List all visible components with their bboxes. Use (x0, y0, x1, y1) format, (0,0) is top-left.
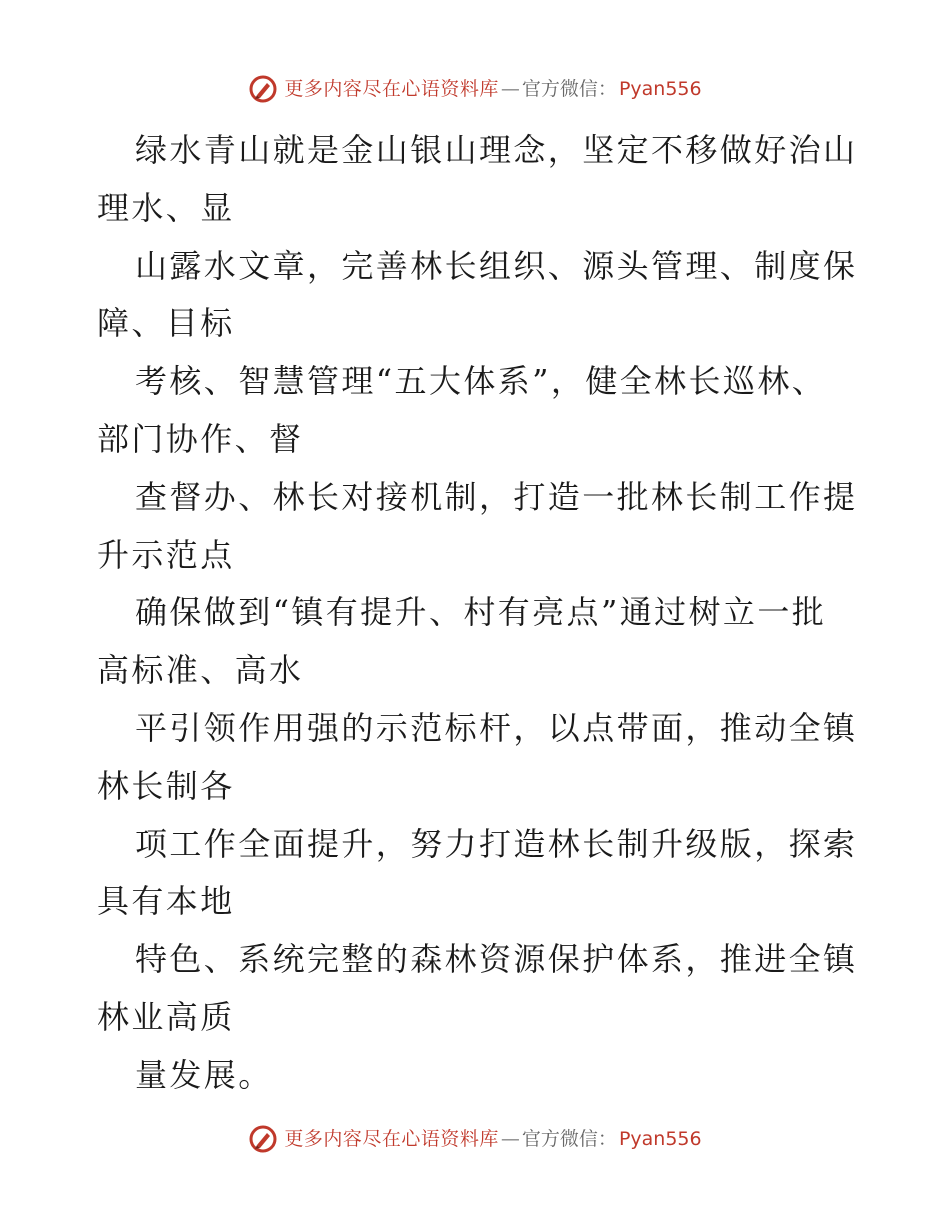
text-line: 理水、显 (97, 188, 235, 227)
pen-logo-icon (248, 74, 278, 104)
text-line: 山露水文章，完善林长组织、源头管理、制度保 (135, 246, 858, 285)
banner-sub-text: 官方微信： (521, 1128, 617, 1150)
text-line: 具有本地 (97, 882, 235, 921)
text-line: 林业高质 (97, 997, 235, 1036)
text-line: 量发展。 (135, 1055, 273, 1094)
text-line: 考核、智慧管理“五大体系”，健全林长巡林、 (135, 362, 827, 401)
pen-logo-icon (248, 1124, 278, 1154)
text-line: 林长制各 (97, 766, 235, 805)
text-line: 查督办、林长对接机制，打造一批林长制工作提 (135, 477, 858, 516)
text-line: 升示范点 (97, 535, 235, 574)
banner-separator: — (500, 78, 520, 100)
banner-wechat-id: Pyan556 (618, 1128, 702, 1150)
text-line: 绿水青山就是金山银山理念，坚定不移做好治山 (135, 131, 858, 169)
text-line: 特色、系统完整的森林资源保护体系，推进全镇 (135, 940, 858, 979)
banner-main-text: 更多内容尽在心语资料库 (284, 1128, 499, 1150)
text-line: 平引领作用强的示范标杆，以点带面，推动全镇 (135, 708, 858, 747)
text-line: 项工作全面提升，努力打造林长制升级版，探索 (135, 824, 858, 863)
text-line: 部门协作、督 (97, 419, 304, 458)
document-body (97, 122, 857, 1105)
text-line: 确保做到“镇有提升、村有亮点”通过树立一批 (135, 593, 827, 632)
banner-wechat-id: Pyan556 (618, 78, 702, 100)
banner-separator: — (500, 1128, 520, 1150)
text-line: 障、目标 (97, 304, 235, 343)
header-watermark-banner (0, 74, 950, 104)
footer-watermark-banner (0, 1124, 950, 1154)
banner-sub-text: 官方微信： (521, 78, 617, 100)
text-line: 高标准、高水 (97, 651, 304, 690)
banner-main-text: 更多内容尽在心语资料库 (284, 78, 499, 100)
